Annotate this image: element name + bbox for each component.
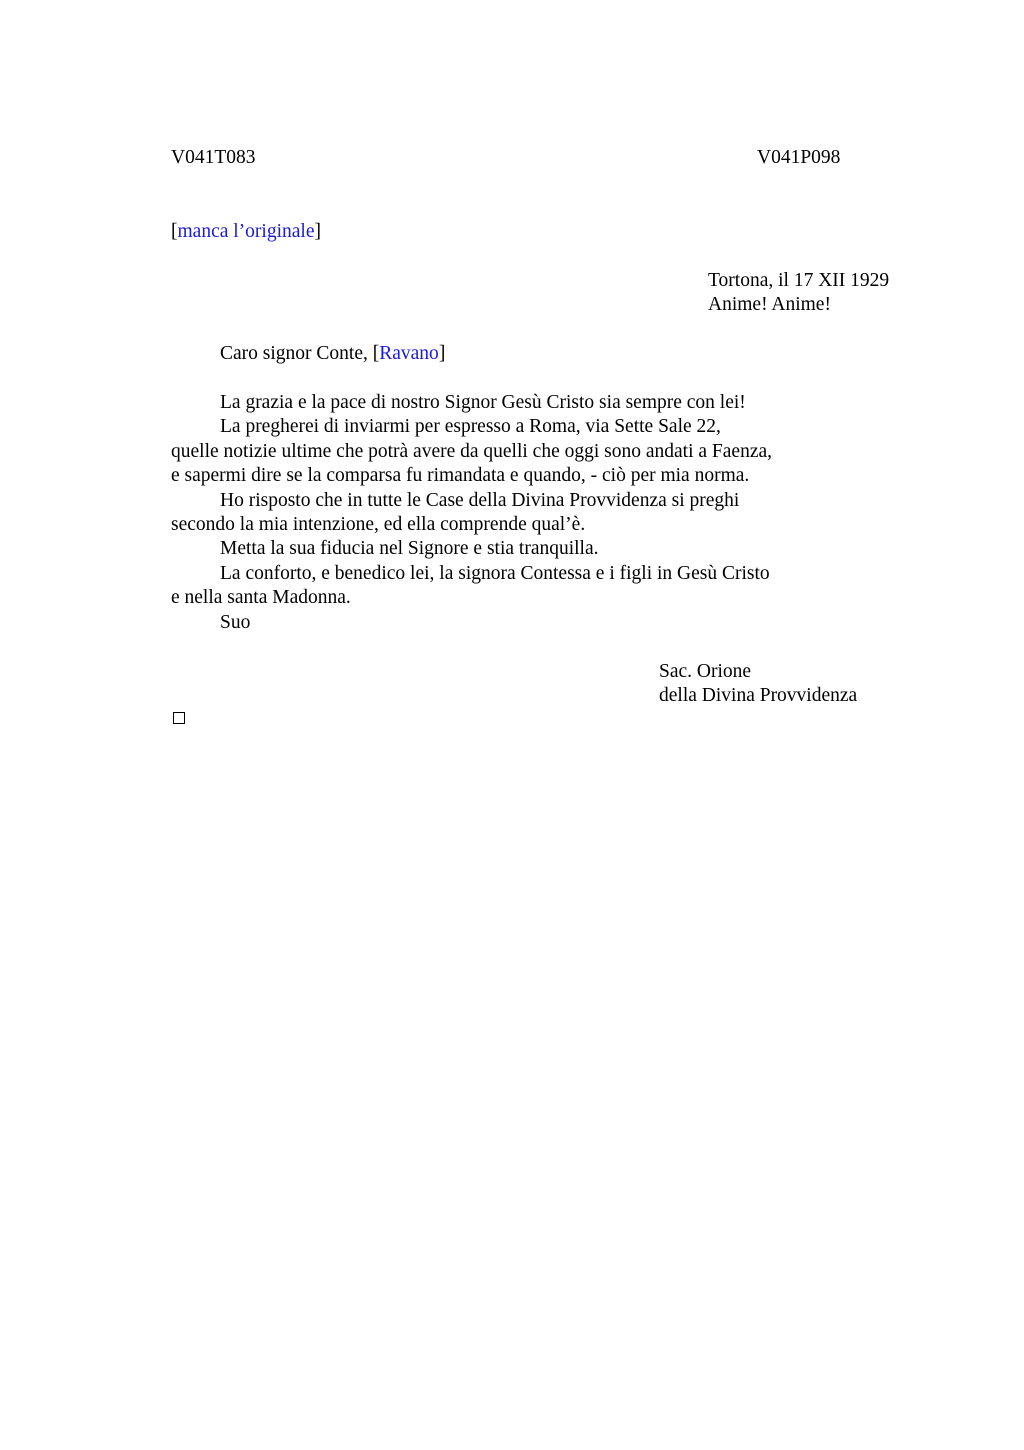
motto: Anime! Anime! (708, 294, 831, 315)
body-line: e nella santa Madonna. (171, 587, 351, 608)
signature-title: della Divina Provvidenza (659, 685, 858, 706)
salutation-close-bracket: ] (438, 343, 446, 364)
recipient-name: Ravano (379, 343, 439, 364)
closing-word: Suo (220, 612, 251, 633)
signature-name: Sac. Orione (659, 661, 752, 682)
body-line: Metta la sua fiducia nel Signore e stia tranquilla. (220, 538, 599, 559)
body-line: secondo la mia intenzione, ed ella comprende qual’è. (171, 514, 586, 535)
note-close-bracket: ] (314, 221, 321, 242)
salutation-open-bracket: [ (372, 343, 380, 364)
body-line: quelle notizie ultime che potrà avere da quelli che oggi sono andati a Faenza, (171, 441, 773, 462)
body-line: La pregherei di inviarmi per espresso a Roma, via Sette Sale 22, (220, 416, 721, 437)
body-line: Ho risposto che in tutte le Case della Divina Provvidenza si preghi (220, 490, 740, 511)
empty-square-icon (173, 712, 185, 724)
note-text: manca l’originale (177, 221, 315, 242)
place-date: Tortona, il 17 XII 1929 (708, 270, 890, 291)
editorial-note (171, 220, 321, 244)
body-line: La conforto, e benedico lei, la signora Contessa e i figli in Gesù Cristo (220, 563, 770, 584)
body-line: e sapermi dire se la comparsa fu rimandata e quando, - ciò per mia norma. (171, 465, 750, 486)
document-code-left: V041T083 (171, 147, 256, 168)
salutation (220, 342, 445, 366)
note-open-bracket: [ (171, 221, 178, 242)
document-code-right: V041P098 (757, 147, 841, 168)
body-line: La grazia e la pace di nostro Signor Gesù Cristo sia sempre con lei! (220, 392, 746, 413)
salutation-text: Caro signor Conte, (220, 343, 373, 364)
